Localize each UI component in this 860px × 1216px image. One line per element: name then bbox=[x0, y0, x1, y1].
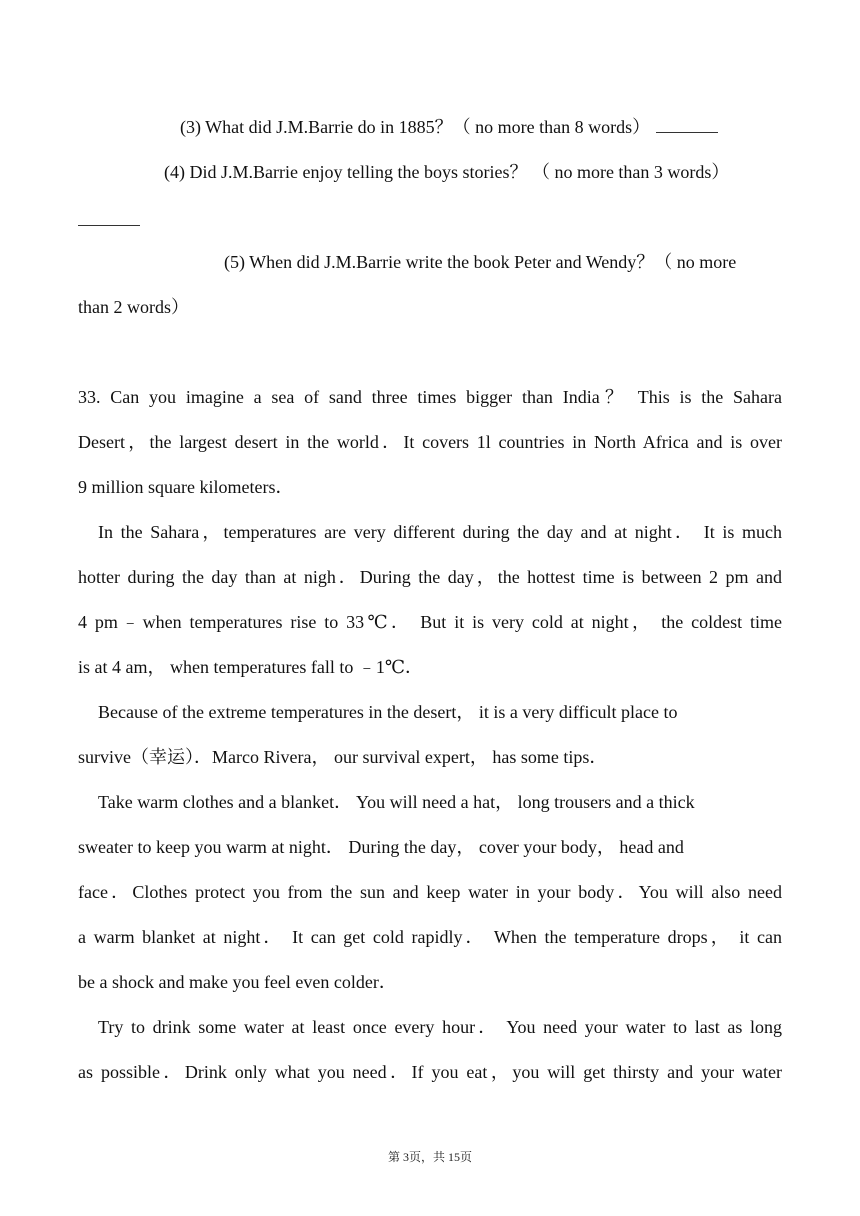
answer-blank-4[interactable] bbox=[78, 225, 140, 226]
passage-line-4: In the Sahara，temperatures are very different during the day and at night． It is much bbox=[98, 522, 782, 542]
question-3 bbox=[180, 116, 718, 138]
passage-line-3: 9 million square kilometers． bbox=[78, 477, 294, 497]
passage-line-12: face．Clothes protect you from the sun and keep water in your body．You will also need bbox=[78, 882, 782, 902]
passage-line-11: sweater to keep you warm at night． During the day， cover your body， head and bbox=[78, 837, 684, 857]
passage-line-5: hotter during the day than at nigh．During the day，the hottest time is between 2 pm and bbox=[78, 567, 782, 587]
passage-line-8: Because of the extreme temperatures in the desert， it is a very difficult place to bbox=[98, 702, 678, 722]
answer-blank-3[interactable] bbox=[656, 118, 718, 133]
question-5-line-2: than 2 words） bbox=[78, 297, 189, 317]
question-3-text: (3) What did J.M.Barrie do in 1885？（ no more than 8 words） bbox=[180, 117, 651, 137]
passage-line-15: Try to drink some water at least once every hour． You need your water to last as long bbox=[98, 1017, 782, 1037]
passage-line-13: a warm blanket at night． It can get cold rapidly． When the temperature drops， it can bbox=[78, 927, 782, 947]
question-4-text: (4) Did J.M.Barrie enjoy telling the boys stories？ （ no more than 3 words） bbox=[164, 162, 730, 182]
passage-line-6: 4 pm﹣when temperatures rise to 33℃． But it is very cold at night， the coldest time bbox=[78, 612, 782, 632]
page-number-footer: 第 3页，共 15页 bbox=[387, 1150, 472, 1164]
passage-line-1: 33. Can you imagine a sea of sand three times bigger than India？ This is the Sahara bbox=[78, 387, 782, 407]
passage-line-14: be a shock and make you feel even colder． bbox=[78, 972, 397, 992]
passage-line-9: survive（幸运）．Marco Rivera， our survival expert， has some tips． bbox=[78, 747, 608, 767]
passage-line-10: Take warm clothes and a blanket． You will need a hat， long trousers and a thick bbox=[98, 792, 695, 812]
passage-line-7: is at 4 am， when temperatures fall to ﹣1℃． bbox=[78, 657, 424, 677]
passage-line-2: Desert，the largest desert in the world．It covers 1l countries in North Africa and is over bbox=[78, 432, 782, 452]
question-5-line-1: (5) When did J.M.Barrie write the book Peter and Wendy？（ no more bbox=[224, 252, 737, 272]
question-4 bbox=[164, 161, 729, 183]
passage-line-16: as possible．Drink only what you need．If you eat，you will get thirsty and your water bbox=[78, 1062, 782, 1082]
